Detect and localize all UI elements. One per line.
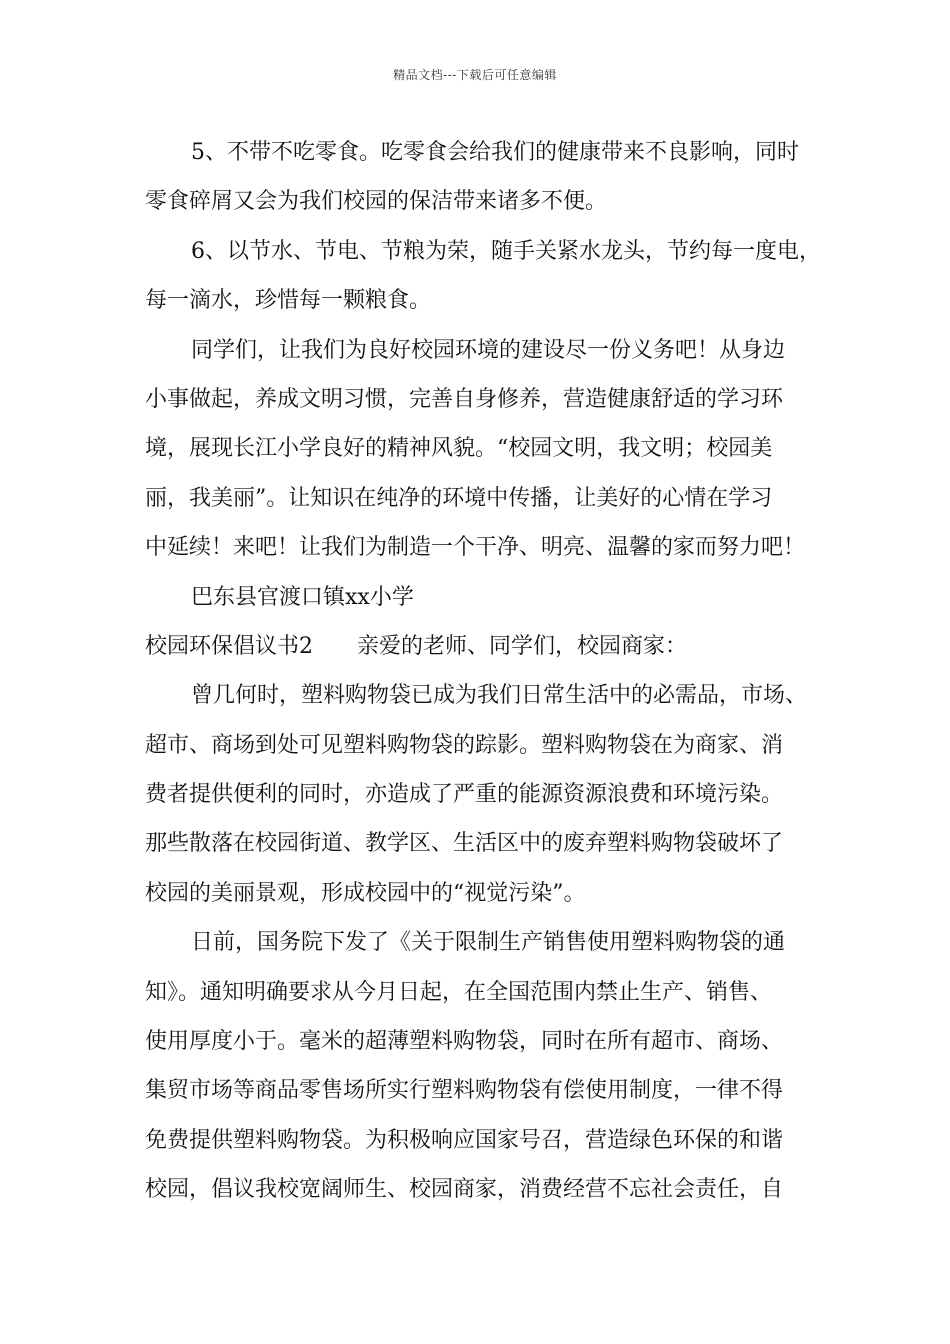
- paragraph-line: 超市、商场到处可见塑料购物袋的踪影。塑料购物袋在为商家、消: [145, 732, 784, 758]
- paragraph-line: 使用厚度小于。毫米的超薄塑料购物袋，同时在所有超市、商场、: [145, 1029, 784, 1055]
- paragraph-line: 5、不带不吃零食。吃零食会给我们的健康带来不良影响，同时: [191, 140, 799, 165]
- paragraph-line: 校园的美丽景观，形成校园中的“视觉污染”。: [145, 880, 586, 906]
- paragraph-line: 6、以节水、节电、节粮为荣，随手关紧水龙头，节约每一度电，: [191, 238, 821, 264]
- paragraph-line: 免费提供塑料购物袋。为积极响应国家号召，营造绿色环保的和谐: [145, 1127, 784, 1153]
- section-heading-line: [145, 622, 810, 671]
- salutation: 亲爱的老师、同学们，校园商家：: [357, 633, 688, 659]
- paragraph-line: 中延续！来吧！让我们为制造一个干净、明亮、温馨的家而努力吧！: [145, 535, 806, 561]
- paragraph-line: 每一滴水，珍惜每一颗粮食。: [145, 288, 432, 314]
- paragraph-line: 校园，倡议我校宽阔师生、校园商家，消费经营不忘社会责任，自: [145, 1177, 784, 1203]
- paragraph-line: 知》。通知明确要求从今月日起，在全国范围内禁止生产、销售、: [145, 979, 773, 1005]
- paragraph-line: 集贸市场等商品零售场所实行塑料购物袋有偿使用制度，一律不得: [145, 1078, 784, 1104]
- paragraph-line: 零食碎屑又会为我们校园的保洁带来诸多不便。: [145, 189, 608, 215]
- paragraph-line: 日前，国务院下发了《关于限制生产销售使用塑料购物袋的通: [191, 930, 786, 956]
- section-title: 校园环保倡议书2: [145, 633, 313, 659]
- page-header: 精品文档---下载后可任意编辑: [393, 68, 557, 82]
- paragraph-line: 同学们，让我们为良好校园环境的建设尽一份义务吧！从身边: [191, 337, 786, 363]
- paragraph-line: 境，展现长江小学良好的精神风貌。“校园文明，我文明；校园美: [145, 436, 773, 462]
- paragraph-line: 曾几何时，塑料购物袋已成为我们日常生活中的必需品，市场、: [191, 683, 808, 709]
- paragraph-line: 那些散落在校园街道、教学区、生活区中的废弃塑料购物袋破坏了: [145, 831, 784, 857]
- paragraph-line: 小事做起，养成文明习惯，完善自身修养，营造健康舒适的学习环: [145, 386, 784, 412]
- paragraph-line: 丽，我美丽”。让知识在纯净的环境中传播，让美好的心情在学习: [145, 485, 773, 511]
- paragraph-line: 费者提供便利的同时，亦造成了严重的能源资源浪费和环境污染。: [145, 782, 784, 808]
- signature-line: 巴东县官渡口镇xx小学: [191, 584, 414, 610]
- document-body: [145, 128, 821, 1215]
